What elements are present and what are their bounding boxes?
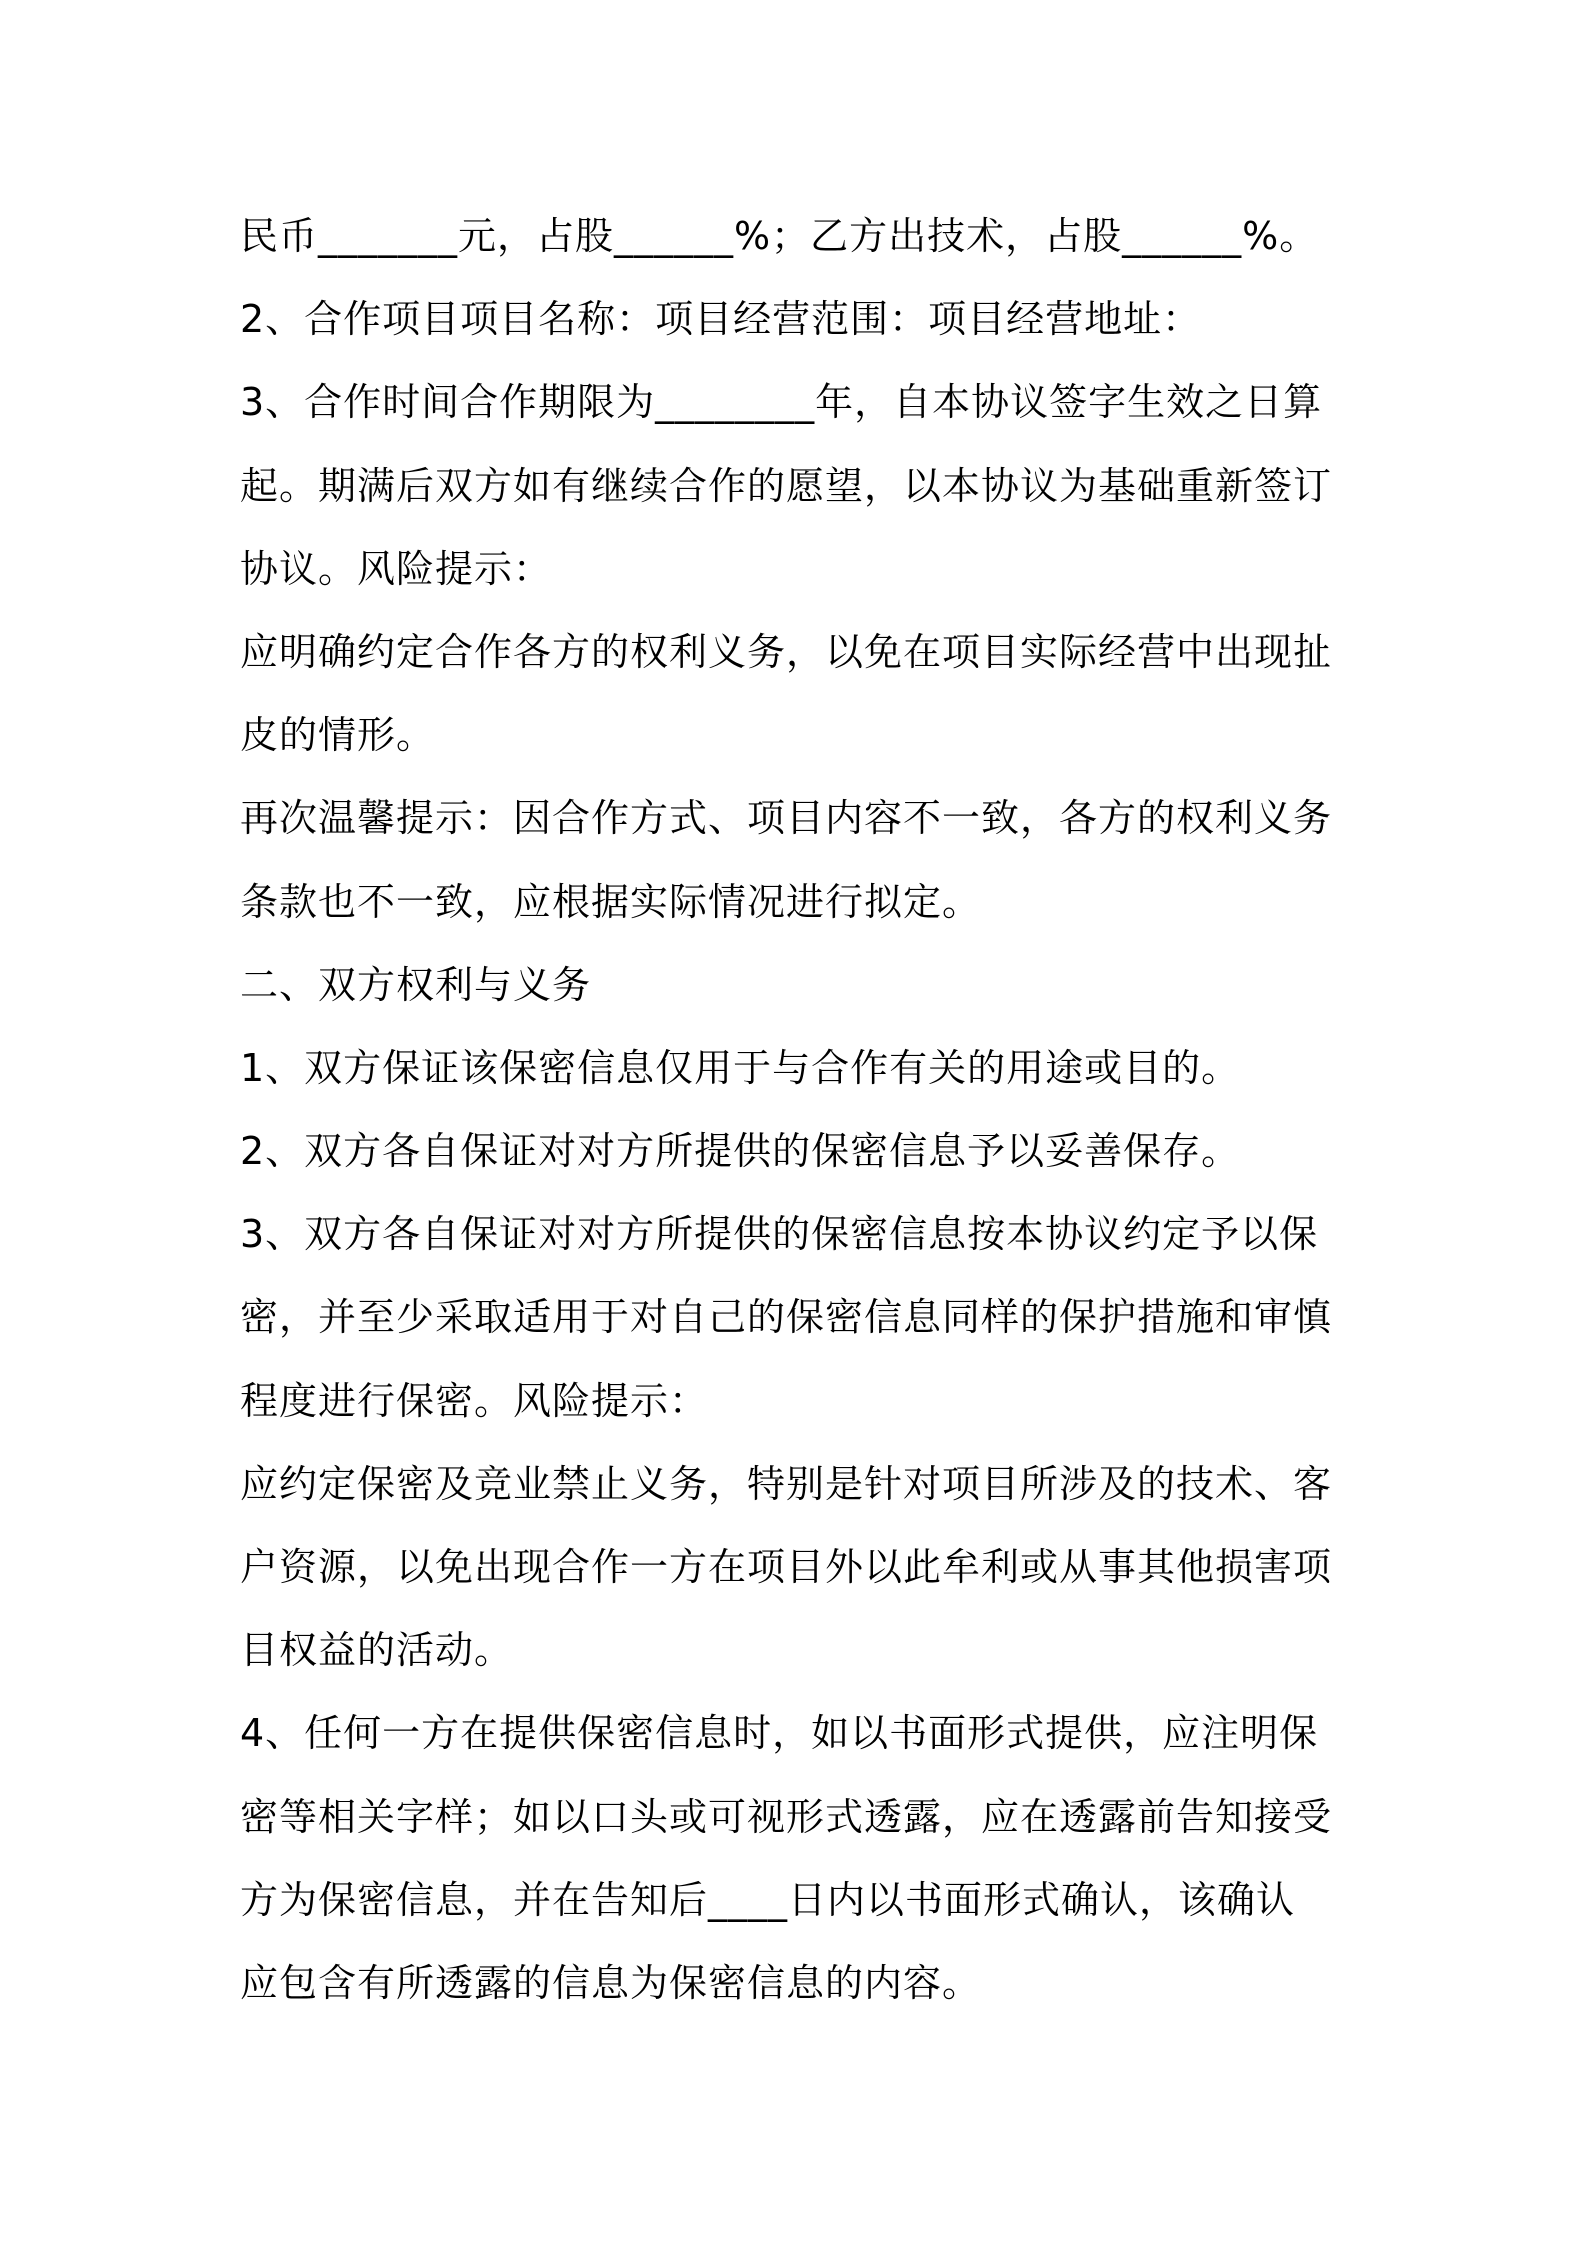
- text-line-risk-tip-2-cont: 户资源，以免出现合作一方在项目外以此牟利或从事其他损害项: [240, 1545, 1333, 1589]
- text-line-clause-2: 2、双方各自保证对对方所提供的保密信息予以妥善保存。: [240, 1129, 1241, 1174]
- text-line-risk-tip-1-body: 应明确约定合作各方的权利义务，以免在项目实际经营中出现扯: [240, 629, 1333, 674]
- text-line-share-ratio: 民币_______元，占股______%；乙方出技术，占股______%。: [240, 214, 1319, 258]
- text-line-clause-4-cont-3: 应包含有所透露的信息为保密信息的内容。: [240, 1960, 982, 2005]
- text-line-clause-4-cont-2: 方为保密信息，并在告知后____日内以书面形式确认，该确认: [240, 1877, 1296, 1922]
- text-line-cooperation-term-cont: 起。期满后双方如有继续合作的愿望，以本协议为基础重新签订: [240, 463, 1333, 508]
- text-line-cooperation-term: 3、合作时间合作期限为________年，自本协议签字生效之日算: [240, 380, 1323, 425]
- text-line-warm-tip-cont: 条款也不一致，应根据实际情况进行拟定。: [240, 879, 982, 924]
- document-body: [240, 195, 1360, 2025]
- text-line-clause-1: 1、双方保证该保密信息仅用于与合作有关的用途或目的。: [240, 1045, 1241, 1090]
- text-line-risk-tip-1-body-cont: 皮的情形。: [240, 713, 436, 758]
- text-line-clause-4: 4、任何一方在提供保密信息时，如以书面形式提供，应注明保: [240, 1711, 1319, 1756]
- section-heading-rights-obligations: 二、双方权利与义务: [240, 962, 592, 1007]
- text-line-clause-3-cont: 密，并至少采取适用于对自己的保密信息同样的保护措施和审慎: [240, 1295, 1333, 1340]
- text-line-risk-tip-2: 应约定保密及竞业禁止义务，特别是针对项目所涉及的技术、客: [240, 1461, 1333, 1506]
- text-line-clause-3: 3、双方各自保证对对方所提供的保密信息按本协议约定予以保: [240, 1212, 1319, 1257]
- text-line-clause-4-cont: 密等相关字样；如以口头或可视形式透露，应在透露前告知接受: [240, 1794, 1333, 1839]
- text-line-warm-tip: 再次温馨提示：因合作方式、项目内容不一致，各方的权利义务: [240, 796, 1333, 841]
- text-line-clause-3-cont-2: 程度进行保密。风险提示：: [240, 1378, 709, 1423]
- text-line-risk-tip-2-cont-2: 目权益的活动。: [240, 1628, 514, 1673]
- text-line-project-name: 2、合作项目项目名称：项目经营范围：项目经营地址：: [240, 297, 1202, 342]
- text-line-risk-tip-1: 协议。风险提示：: [240, 546, 553, 591]
